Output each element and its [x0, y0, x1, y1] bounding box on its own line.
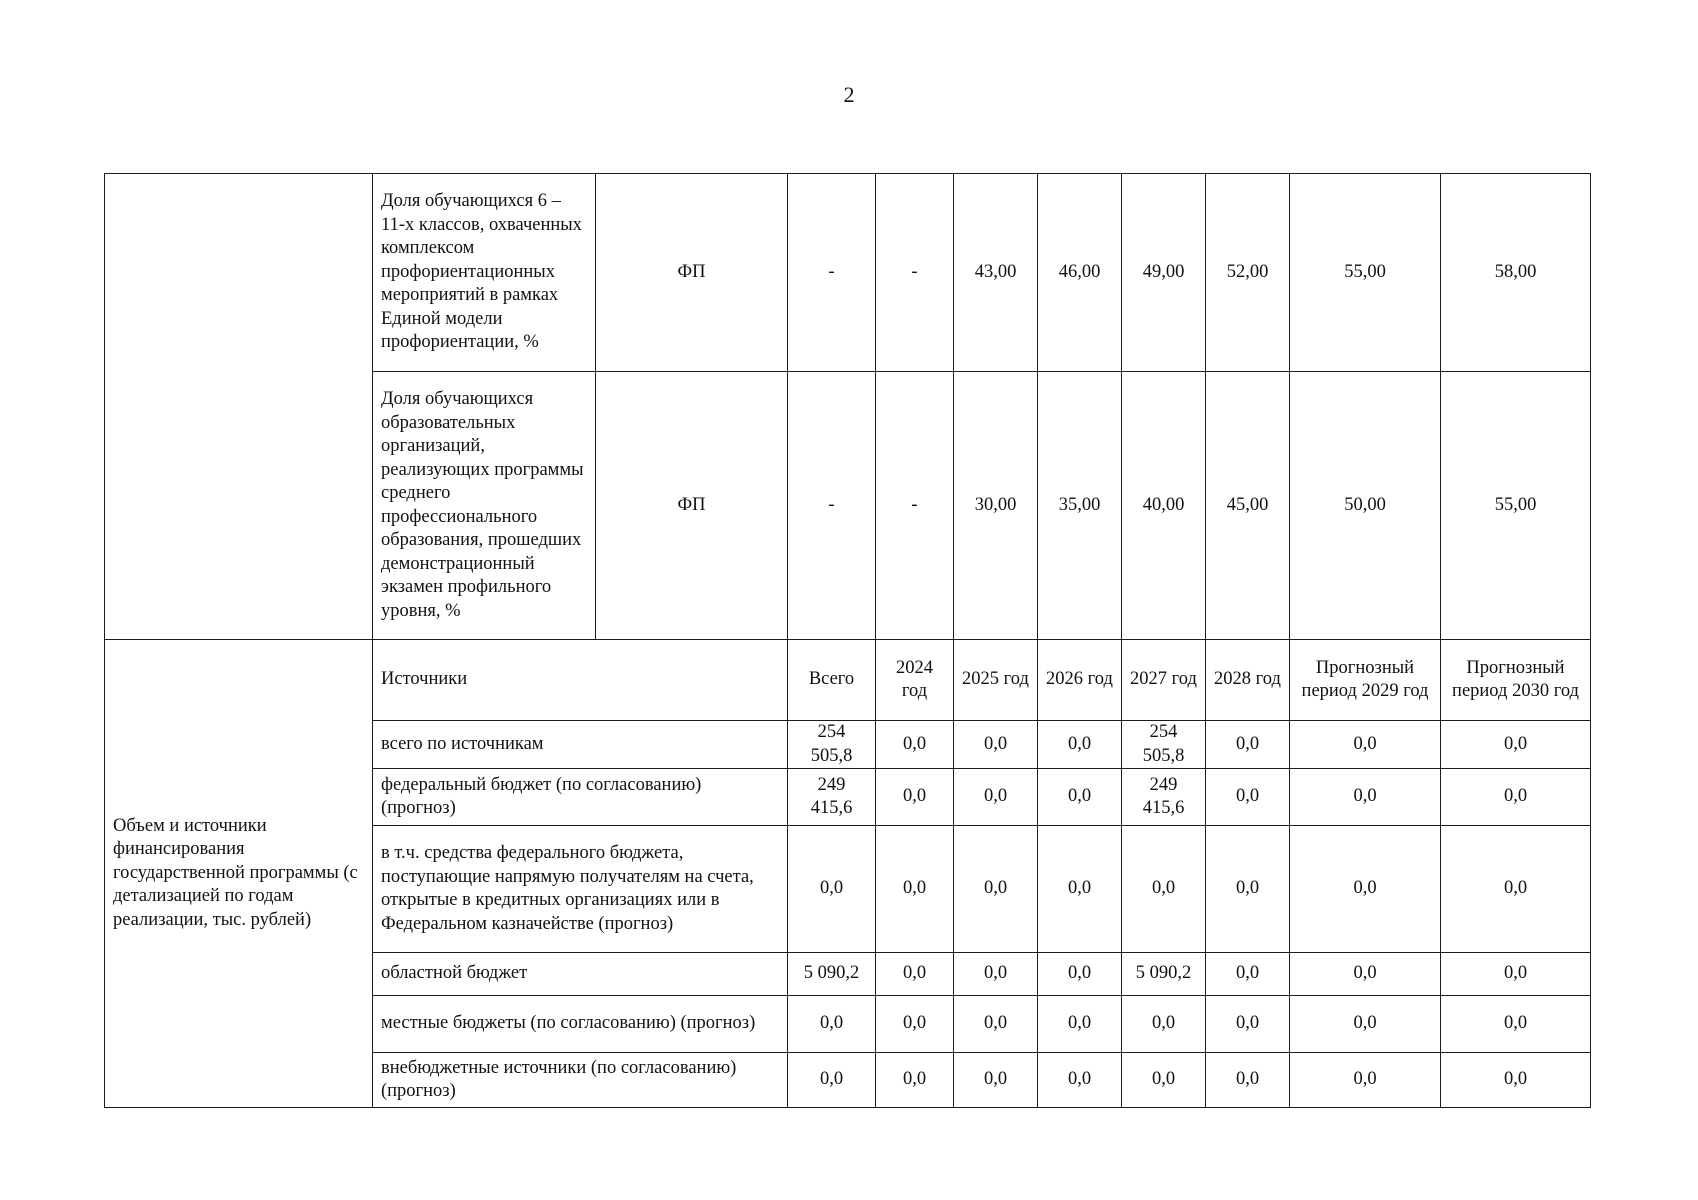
financing-value: 254 505,8: [1122, 721, 1206, 769]
indicator-source: ФП: [596, 372, 788, 640]
indicator-value: 52,00: [1206, 174, 1290, 372]
indicator-value: -: [788, 372, 876, 640]
financing-value: 0,0: [1290, 721, 1441, 769]
financing-value: 0,0: [1206, 953, 1290, 996]
indicator-value: 55,00: [1441, 372, 1591, 640]
financing-value: 0,0: [1122, 1053, 1206, 1108]
financing-value: 0,0: [1038, 769, 1122, 826]
indicator-value: 55,00: [1290, 174, 1441, 372]
financing-value: 0,0: [1441, 953, 1591, 996]
financing-value: 5 090,2: [1122, 953, 1206, 996]
financing-value: 249 415,6: [1122, 769, 1206, 826]
header-year: 2028 год: [1206, 640, 1290, 721]
financing-value: 0,0: [876, 826, 954, 953]
financing-value: 0,0: [1038, 953, 1122, 996]
financing-row-label: федеральный бюджет (по согласованию) (прогноз): [373, 769, 788, 826]
financing-value: 0,0: [1441, 996, 1591, 1053]
header-year: Прогнозный период 2029 год: [1290, 640, 1441, 721]
financing-row-label: всего по источникам: [373, 721, 788, 769]
financing-value: 0,0: [1290, 1053, 1441, 1108]
financing-value: 0,0: [876, 953, 954, 996]
financing-value: 0,0: [876, 1053, 954, 1108]
financing-value: 0,0: [1206, 1053, 1290, 1108]
financing-value: 0,0: [1122, 996, 1206, 1053]
financing-value: 0,0: [1290, 826, 1441, 953]
indicator-value: 58,00: [1441, 174, 1591, 372]
empty-label-cell: [105, 174, 373, 640]
indicator-value: 43,00: [954, 174, 1038, 372]
financing-value: 0,0: [954, 953, 1038, 996]
header-year: 2026 год: [1038, 640, 1122, 721]
financing-value: 0,0: [954, 769, 1038, 826]
financing-value: 0,0: [1122, 826, 1206, 953]
financing-value: 0,0: [1206, 769, 1290, 826]
financing-header-row: [105, 640, 1591, 721]
financing-value: 5 090,2: [788, 953, 876, 996]
indicator-name: Доля обучающихся 6 – 11-х классов, охваченных комплексом профориентационных мероприятий в рамках Единой модели профориентации, %: [373, 174, 596, 372]
financing-value: 0,0: [954, 996, 1038, 1053]
financing-value: 0,0: [1441, 769, 1591, 826]
financing-value: 0,0: [1290, 769, 1441, 826]
header-total: Всего: [788, 640, 876, 721]
financing-value: 0,0: [1038, 996, 1122, 1053]
financing-value: 0,0: [1038, 1053, 1122, 1108]
financing-value: 0,0: [1441, 1053, 1591, 1108]
financing-value: 0,0: [1441, 826, 1591, 953]
financing-value: 249 415,6: [788, 769, 876, 826]
financing-value: 254 505,8: [788, 721, 876, 769]
financing-value: 0,0: [788, 1053, 876, 1108]
financing-value: 0,0: [876, 996, 954, 1053]
financing-value: 0,0: [788, 826, 876, 953]
financing-value: 0,0: [1038, 826, 1122, 953]
financing-value: 0,0: [954, 721, 1038, 769]
indicator-source: ФП: [596, 174, 788, 372]
indicator-value: -: [876, 174, 954, 372]
program-passport-table: [104, 173, 1591, 1108]
indicator-value: 30,00: [954, 372, 1038, 640]
financing-label: Объем и источники финансирования государственной программы (с детализацией по годам реализации, тыс. рублей): [105, 640, 373, 1108]
financing-value: 0,0: [954, 826, 1038, 953]
financing-value: 0,0: [954, 1053, 1038, 1108]
financing-row-label: областной бюджет: [373, 953, 788, 996]
financing-value: 0,0: [788, 996, 876, 1053]
header-sources: Источники: [373, 640, 788, 721]
financing-value: 0,0: [1038, 721, 1122, 769]
header-year: Прогнозный период 2030 год: [1441, 640, 1591, 721]
financing-value: 0,0: [1290, 996, 1441, 1053]
financing-value: 0,0: [1206, 996, 1290, 1053]
indicator-value: 35,00: [1038, 372, 1122, 640]
indicator-value: -: [788, 174, 876, 372]
indicator-value: 45,00: [1206, 372, 1290, 640]
indicator-value: 46,00: [1038, 174, 1122, 372]
financing-value: 0,0: [1290, 953, 1441, 996]
financing-row-label: в т.ч. средства федерального бюджета, поступающие напрямую получателям на счета, открытые в кредитных организациях или в Федеральном казначействе (прогноз): [373, 826, 788, 953]
financing-value: 0,0: [1206, 826, 1290, 953]
indicator-value: 49,00: [1122, 174, 1206, 372]
indicator-row: [105, 174, 1591, 372]
indicator-value: -: [876, 372, 954, 640]
header-year: 2025 год: [954, 640, 1038, 721]
financing-row-label: внебюджетные источники (по согласованию) (прогноз): [373, 1053, 788, 1108]
financing-value: 0,0: [1441, 721, 1591, 769]
header-year: 2024 год: [876, 640, 954, 721]
indicator-value: 40,00: [1122, 372, 1206, 640]
financing-value: 0,0: [876, 721, 954, 769]
page-number: 2: [843, 82, 855, 107]
indicator-name: Доля обучающихся образовательных организаций, реализующих программы среднего профессионального образования, прошедших демонстрационный экзамен профильного уровня, %: [373, 372, 596, 640]
financing-value: 0,0: [876, 769, 954, 826]
financing-row-label: местные бюджеты (по согласованию) (прогноз): [373, 996, 788, 1053]
header-year: 2027 год: [1122, 640, 1206, 721]
indicator-value: 50,00: [1290, 372, 1441, 640]
financing-value: 0,0: [1206, 721, 1290, 769]
